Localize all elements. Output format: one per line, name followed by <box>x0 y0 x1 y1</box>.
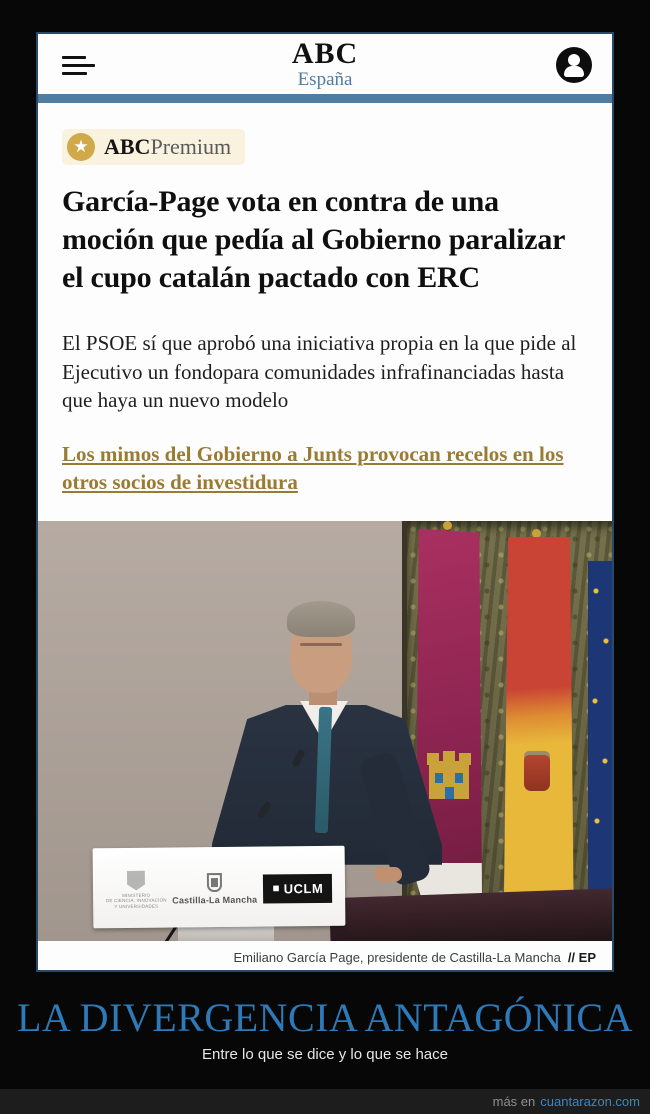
photo-caption: Emiliano García Page, presidente de Castilla-La Mancha <box>233 950 561 966</box>
edition-label: España <box>297 69 353 90</box>
article-photo <box>38 521 614 941</box>
ministry-crest-icon <box>127 870 145 890</box>
garcia-page-hand <box>374 867 402 882</box>
garcia-page-hair <box>287 601 355 637</box>
related-article-link[interactable]: Los mimos del Gobierno a Junts provocan recelos en los otros socios de investidura <box>62 441 564 494</box>
abc-article-card <box>36 32 614 972</box>
castilla-la-mancha-logo <box>172 872 257 905</box>
brand-block <box>38 34 612 91</box>
clm-logo-text: Castilla-La Mancha <box>172 894 258 906</box>
premium-word: Premium <box>150 134 232 159</box>
eu-flag <box>588 561 614 901</box>
article-standfirst: El PSOE sí que aprobó una iniciativa propia en la que pide al Ejecutivo un fondopara comunidades infrafinanciadas hasta que haya un nuevo modelo <box>62 331 577 413</box>
uclm-diamond-icon <box>270 883 281 894</box>
site-footer <box>0 1089 650 1114</box>
flagpole-finial <box>443 521 452 530</box>
ministry-logo <box>106 870 167 910</box>
menu-icon[interactable] <box>62 56 98 78</box>
podium <box>93 845 346 928</box>
ministry-text: Y UNIVERSIDADES <box>114 903 159 909</box>
avatar-torso-shape <box>564 66 584 77</box>
photo-credit: // EP <box>567 950 596 966</box>
premium-brand: ABC <box>104 134 151 159</box>
accent-bar <box>38 94 612 103</box>
article-body <box>38 103 612 497</box>
user-profile-icon[interactable] <box>556 47 592 83</box>
premium-label <box>104 134 231 160</box>
abc-header <box>38 34 612 94</box>
footer-site-link[interactable]: cuantarazon.com <box>540 1094 640 1109</box>
footer-prefix: más en <box>492 1094 536 1109</box>
clm-shield-icon <box>207 873 222 892</box>
premium-badge[interactable] <box>62 129 245 165</box>
ministry-text: DE CIENCIA, INNOVACIÓN <box>105 897 167 904</box>
ministry-text: MINISTERIO <box>122 892 151 898</box>
flagpole-finial <box>532 529 541 538</box>
article-headline: García-Page vota en contra de una moción que pedía al Gobierno paralizar el cupo catalán pactado con ERC <box>62 185 565 295</box>
spain-coat-of-arms <box>524 755 550 791</box>
meme-subtitle: Entre lo que se dice y lo que se hace <box>202 1046 448 1063</box>
avatar-head-shape <box>568 54 580 66</box>
premium-star-icon <box>67 133 95 161</box>
meme-title: LA DIVERGENCIA ANTAGÓNICA <box>17 995 633 1040</box>
uclm-logo <box>263 873 333 903</box>
garcia-page-brow <box>300 643 342 646</box>
photo-caption-bar <box>38 941 612 972</box>
spain-flag <box>504 537 574 935</box>
clm-castle-emblem <box>425 747 473 803</box>
abc-logo[interactable]: ABC <box>291 37 359 70</box>
uclm-logo-text: UCLM <box>283 880 324 896</box>
dark-table-surface <box>329 888 614 941</box>
